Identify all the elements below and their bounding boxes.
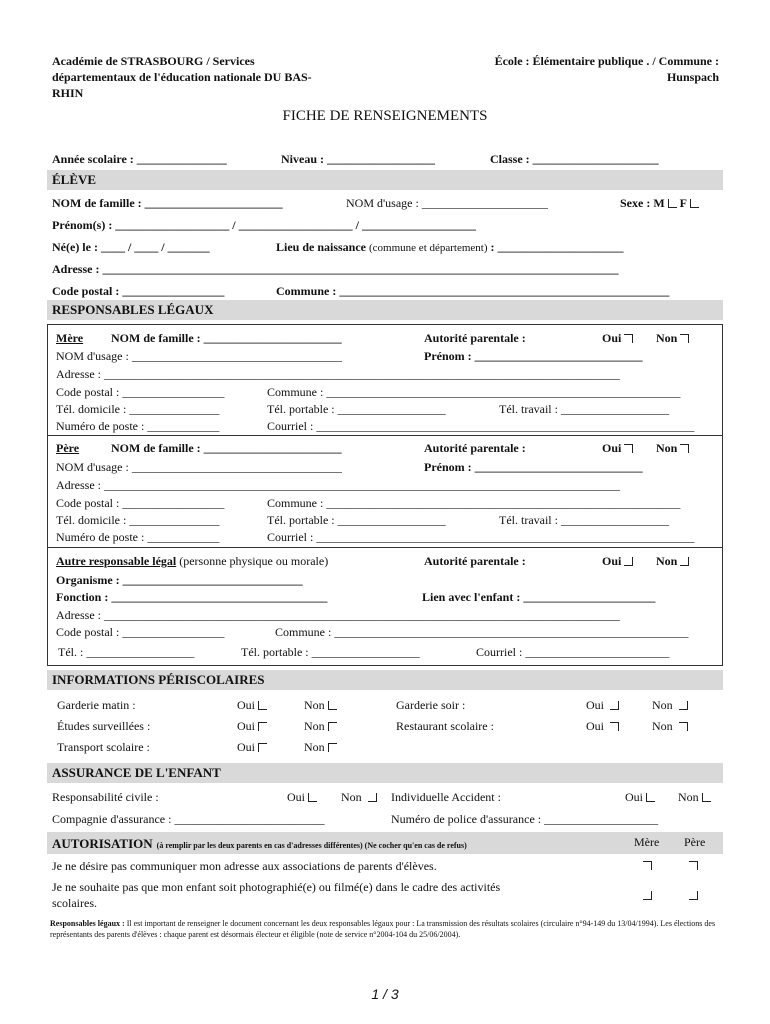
- eleve-adresse-field[interactable]: Adresse : ______________________________________________________________________________________: [52, 262, 619, 276]
- pere-autorite-non[interactable]: [656, 441, 689, 456]
- footnote: [50, 918, 722, 940]
- niveau-field[interactable]: Niveau : __________________: [281, 152, 435, 166]
- eleve-ne-le-field[interactable]: Né(e) le : ____ / ____ / _______: [52, 240, 210, 254]
- garderie-matin-oui[interactable]: [237, 698, 267, 713]
- item1-pere-checkbox[interactable]: [689, 861, 698, 870]
- mere-autorite-non[interactable]: [656, 331, 689, 346]
- autre-tel-field[interactable]: Tél. : __________________: [58, 645, 195, 659]
- etudes-non[interactable]: [304, 719, 337, 734]
- individuelle-oui[interactable]: [625, 790, 655, 805]
- checkbox[interactable]: [680, 557, 689, 566]
- section-assurance-title: ASSURANCE DE L'ENFANT: [52, 765, 221, 780]
- mere-tel-travail-field[interactable]: Tél. travail : __________________: [499, 402, 669, 416]
- col-pere: Père: [684, 835, 706, 849]
- lieu-line: : _____________________: [490, 240, 624, 254]
- autre-fonction-field[interactable]: Fonction : ____________________________________: [56, 590, 328, 604]
- garderie-matin-non[interactable]: [304, 698, 337, 713]
- pere-title: Père: [56, 441, 80, 455]
- page-number: 1 / 3: [371, 986, 399, 1002]
- police-field[interactable]: Numéro de police d'assurance : ___________________: [391, 812, 659, 826]
- individuelle-non[interactable]: [678, 790, 711, 805]
- autre-box: [47, 548, 723, 666]
- item1-mere-checkbox[interactable]: [643, 861, 652, 870]
- sexe-f-checkbox[interactable]: [690, 199, 699, 208]
- checkbox[interactable]: [328, 743, 337, 752]
- autorisation-heading: [52, 835, 467, 853]
- restaurant-label: Restaurant scolaire :: [396, 719, 494, 733]
- mere-commune-field[interactable]: Commune : ___________________________________________________________: [267, 385, 681, 399]
- pere-tel-domicile-field[interactable]: Tél. domicile : _______________: [56, 513, 220, 527]
- sexe-field[interactable]: [620, 196, 699, 211]
- ecole-line-2: Hunspach: [666, 70, 719, 84]
- autre-cp-field[interactable]: Code postal : _________________: [56, 625, 225, 639]
- eleve-prenom-field[interactable]: Prénom(s) : ___________________ / ___________________ / ___________________: [52, 218, 476, 232]
- restaurant-oui[interactable]: [586, 719, 619, 734]
- autre-commune-field[interactable]: Commune : ___________________________________________________________: [275, 625, 689, 639]
- mere-nom-usage-field[interactable]: NOM d'usage : ___________________________________: [56, 349, 342, 363]
- sexe-f-label: F: [679, 196, 687, 210]
- autorisation-item-1: Je ne désire pas communiquer mon adresse aux associations de parents d'élèves.: [52, 859, 437, 873]
- mere-tel-domicile-field[interactable]: Tél. domicile : _______________: [56, 402, 220, 416]
- classe-field[interactable]: Classe : _____________________: [490, 152, 659, 166]
- item2-mere-checkbox[interactable]: [643, 891, 652, 900]
- transport-label: Transport scolaire :: [57, 740, 150, 754]
- checkbox[interactable]: [328, 701, 337, 710]
- pere-nom-usage-field[interactable]: NOM d'usage : ___________________________________: [56, 460, 342, 474]
- mere-cp-field[interactable]: Code postal : _________________: [56, 385, 225, 399]
- annee-field[interactable]: Année scolaire : _______________: [52, 152, 227, 166]
- transport-non[interactable]: [304, 740, 337, 755]
- oui-label: Oui: [602, 331, 622, 345]
- autorisation-hint: (à remplir par les deux parents en cas d'adresses différentes) (Ne cocher qu'en cas de refus): [156, 841, 467, 850]
- eleve-commune-field[interactable]: Commune : _______________________________________________________: [276, 284, 670, 298]
- oui-label: Oui: [237, 719, 255, 733]
- autre-tel-portable-field[interactable]: Tél. portable : __________________: [241, 645, 420, 659]
- pere-tel-portable-field[interactable]: Tél. portable : __________________: [267, 513, 446, 527]
- pere-tel-travail-field[interactable]: Tél. travail : __________________: [499, 513, 669, 527]
- autre-adresse-field[interactable]: Adresse : ______________________________________________________________________________________: [56, 608, 620, 622]
- eleve-cp-field[interactable]: Code postal : _________________: [52, 284, 225, 298]
- non-label: Non: [304, 698, 325, 712]
- individuelle-label: Individuelle Accident :: [391, 790, 501, 804]
- section-autorisation: [47, 832, 723, 854]
- mere-autorite-label: Autorité parentale :: [424, 331, 526, 345]
- non-label: Non: [341, 790, 362, 804]
- responsabilite-non[interactable]: [341, 790, 377, 805]
- item2-pere-checkbox[interactable]: [689, 891, 698, 900]
- garderie-soir-oui[interactable]: [586, 698, 619, 713]
- oui-label: Oui: [287, 790, 305, 804]
- autre-autorite-label: Autorité parentale :: [424, 554, 526, 568]
- academie-line-2: départementaux de l'éducation nationale DU BAS-: [52, 70, 312, 84]
- non-label: Non: [678, 790, 699, 804]
- garderie-soir-label: Garderie soir :: [396, 698, 466, 712]
- autre-autorite-non[interactable]: [656, 554, 689, 569]
- autre-organisme-field[interactable]: Organisme : ______________________________: [56, 573, 303, 587]
- pere-autorite-label: Autorité parentale :: [424, 441, 526, 455]
- pere-commune-field[interactable]: Commune : ___________________________________________________________: [267, 496, 681, 510]
- responsabilite-oui[interactable]: [287, 790, 317, 805]
- mere-tel-portable-field[interactable]: Tél. portable : __________________: [267, 402, 446, 416]
- checkbox[interactable]: [308, 793, 317, 802]
- mere-autorite-oui[interactable]: [602, 331, 633, 346]
- checkbox[interactable]: [680, 334, 689, 343]
- oui-label: Oui: [625, 790, 643, 804]
- lieu-naissance-field[interactable]: [276, 240, 624, 255]
- mere-courriel-field[interactable]: Courriel : _______________________________________________________________: [267, 419, 695, 433]
- oui-label: Oui: [602, 554, 622, 568]
- oui-label: Oui: [586, 719, 604, 733]
- section-assurance: [47, 763, 723, 783]
- ecole-line-1: École : Élémentaire publique . / Commune :: [494, 54, 719, 68]
- academie-line-3: RHIN: [52, 86, 84, 100]
- pere-cp-field[interactable]: Code postal : _________________: [56, 496, 225, 510]
- lieu-hint: (commune et département): [369, 242, 488, 254]
- autre-title: Autre responsable légal: [56, 554, 177, 568]
- section-periscolaire-title: INFORMATIONS PÉRISCOLAIRES: [52, 672, 265, 687]
- checkbox[interactable]: [328, 722, 337, 731]
- non-label: Non: [656, 441, 678, 455]
- checkbox[interactable]: [679, 722, 688, 731]
- col-mere: Mère: [634, 835, 660, 849]
- non-label: Non: [304, 719, 325, 733]
- checkbox[interactable]: [680, 444, 689, 453]
- etudes-label: Études surveillées :: [57, 719, 151, 733]
- checkbox[interactable]: [610, 701, 619, 710]
- mere-box: [47, 324, 723, 436]
- autorisation-item-2-line-2: scolaires.: [52, 896, 97, 910]
- mere-nom-field[interactable]: NOM de famille : _______________________: [111, 331, 342, 345]
- footnote-label: Responsables légaux :: [50, 919, 125, 928]
- non-label: Non: [652, 698, 673, 712]
- garderie-soir-non[interactable]: [652, 698, 688, 713]
- page-title: FICHE DE RENSEIGNEMENTS: [282, 108, 488, 124]
- eleve-nom-usage-field[interactable]: NOM d'usage : _____________________: [346, 196, 548, 210]
- section-responsables: [47, 300, 723, 320]
- oui-label: Oui: [237, 698, 255, 712]
- academie-line-1: Académie de STRASBOURG / Services: [52, 54, 255, 68]
- compagnie-field[interactable]: Compagnie d'assurance : _________________________: [52, 812, 325, 826]
- checkbox[interactable]: [624, 444, 633, 453]
- checkbox[interactable]: [368, 793, 377, 802]
- non-label: Non: [656, 554, 678, 568]
- autre-hint: (personne physique ou morale): [179, 554, 329, 568]
- pere-prenom-field[interactable]: Prénom : ____________________________: [424, 460, 643, 474]
- autre-autorite-oui[interactable]: [602, 554, 633, 569]
- mere-adresse-field[interactable]: Adresse : ______________________________________________________________________________________: [56, 367, 620, 381]
- autorisation-title: AUTORISATION: [52, 836, 153, 851]
- checkbox[interactable]: [624, 557, 633, 566]
- lieu-label: Lieu de naissance: [276, 240, 367, 254]
- eleve-nom-field[interactable]: NOM de famille : _______________________: [52, 196, 283, 210]
- garderie-matin-label: Garderie matin :: [57, 698, 136, 712]
- mere-prenom-field[interactable]: Prénom : ____________________________: [424, 349, 643, 363]
- etudes-oui[interactable]: [237, 719, 267, 734]
- section-eleve: [47, 170, 723, 190]
- checkbox[interactable]: [258, 701, 267, 710]
- non-label: Non: [652, 719, 673, 733]
- sexe-label: Sexe : M: [620, 196, 665, 210]
- pere-poste-field[interactable]: Numéro de poste : ____________: [56, 530, 220, 544]
- checkbox[interactable]: [258, 743, 267, 752]
- footnote-text: Il est important de renseigner le document concernant les deux responsables légaux pour : La transmission des résultats scolaires (circulaire n°94-149 du 13/04/1994). Les élections des représentants des parents d'élèves : chaque parent est désormais électeur et éligible (note de service n°2004-104 du 25/06/2004).: [50, 919, 716, 939]
- pere-autorite-oui[interactable]: [602, 441, 633, 456]
- non-label: Non: [304, 740, 325, 754]
- responsabilite-label: Responsabilité civile :: [52, 790, 159, 804]
- oui-label: Oui: [602, 441, 622, 455]
- oui-label: Oui: [237, 740, 255, 754]
- checkbox[interactable]: [679, 701, 688, 710]
- checkbox[interactable]: [610, 722, 619, 731]
- checkbox[interactable]: [702, 793, 711, 802]
- mere-poste-field[interactable]: Numéro de poste : ____________: [56, 419, 220, 433]
- pere-courriel-field[interactable]: Courriel : _______________________________________________________________: [267, 530, 695, 544]
- restaurant-non[interactable]: [652, 719, 688, 734]
- checkbox[interactable]: [624, 334, 633, 343]
- pere-adresse-field[interactable]: Adresse : ______________________________________________________________________________________: [56, 478, 620, 492]
- oui-label: Oui: [586, 698, 604, 712]
- section-periscolaire: [47, 670, 723, 690]
- autre-lien-field[interactable]: Lien avec l'enfant : ______________________: [422, 590, 656, 604]
- checkbox[interactable]: [258, 722, 267, 731]
- autre-title-line: [56, 554, 328, 569]
- autre-courriel-field[interactable]: Courriel : ________________________: [476, 645, 670, 659]
- section-responsables-title: RESPONSABLES LÉGAUX: [52, 302, 214, 317]
- sexe-m-checkbox[interactable]: [668, 199, 677, 208]
- mere-title: Mère: [56, 331, 84, 345]
- checkbox[interactable]: [646, 793, 655, 802]
- pere-box: [47, 436, 723, 548]
- non-label: Non: [656, 331, 678, 345]
- pere-nom-field[interactable]: NOM de famille : _______________________: [111, 441, 342, 455]
- transport-oui[interactable]: [237, 740, 267, 755]
- autorisation-item-2-line-1: Je ne souhaite pas que mon enfant soit photographié(e) ou filmé(e) dans le cadre des activités: [52, 880, 501, 894]
- section-eleve-title: ÉLÈVE: [52, 172, 97, 187]
